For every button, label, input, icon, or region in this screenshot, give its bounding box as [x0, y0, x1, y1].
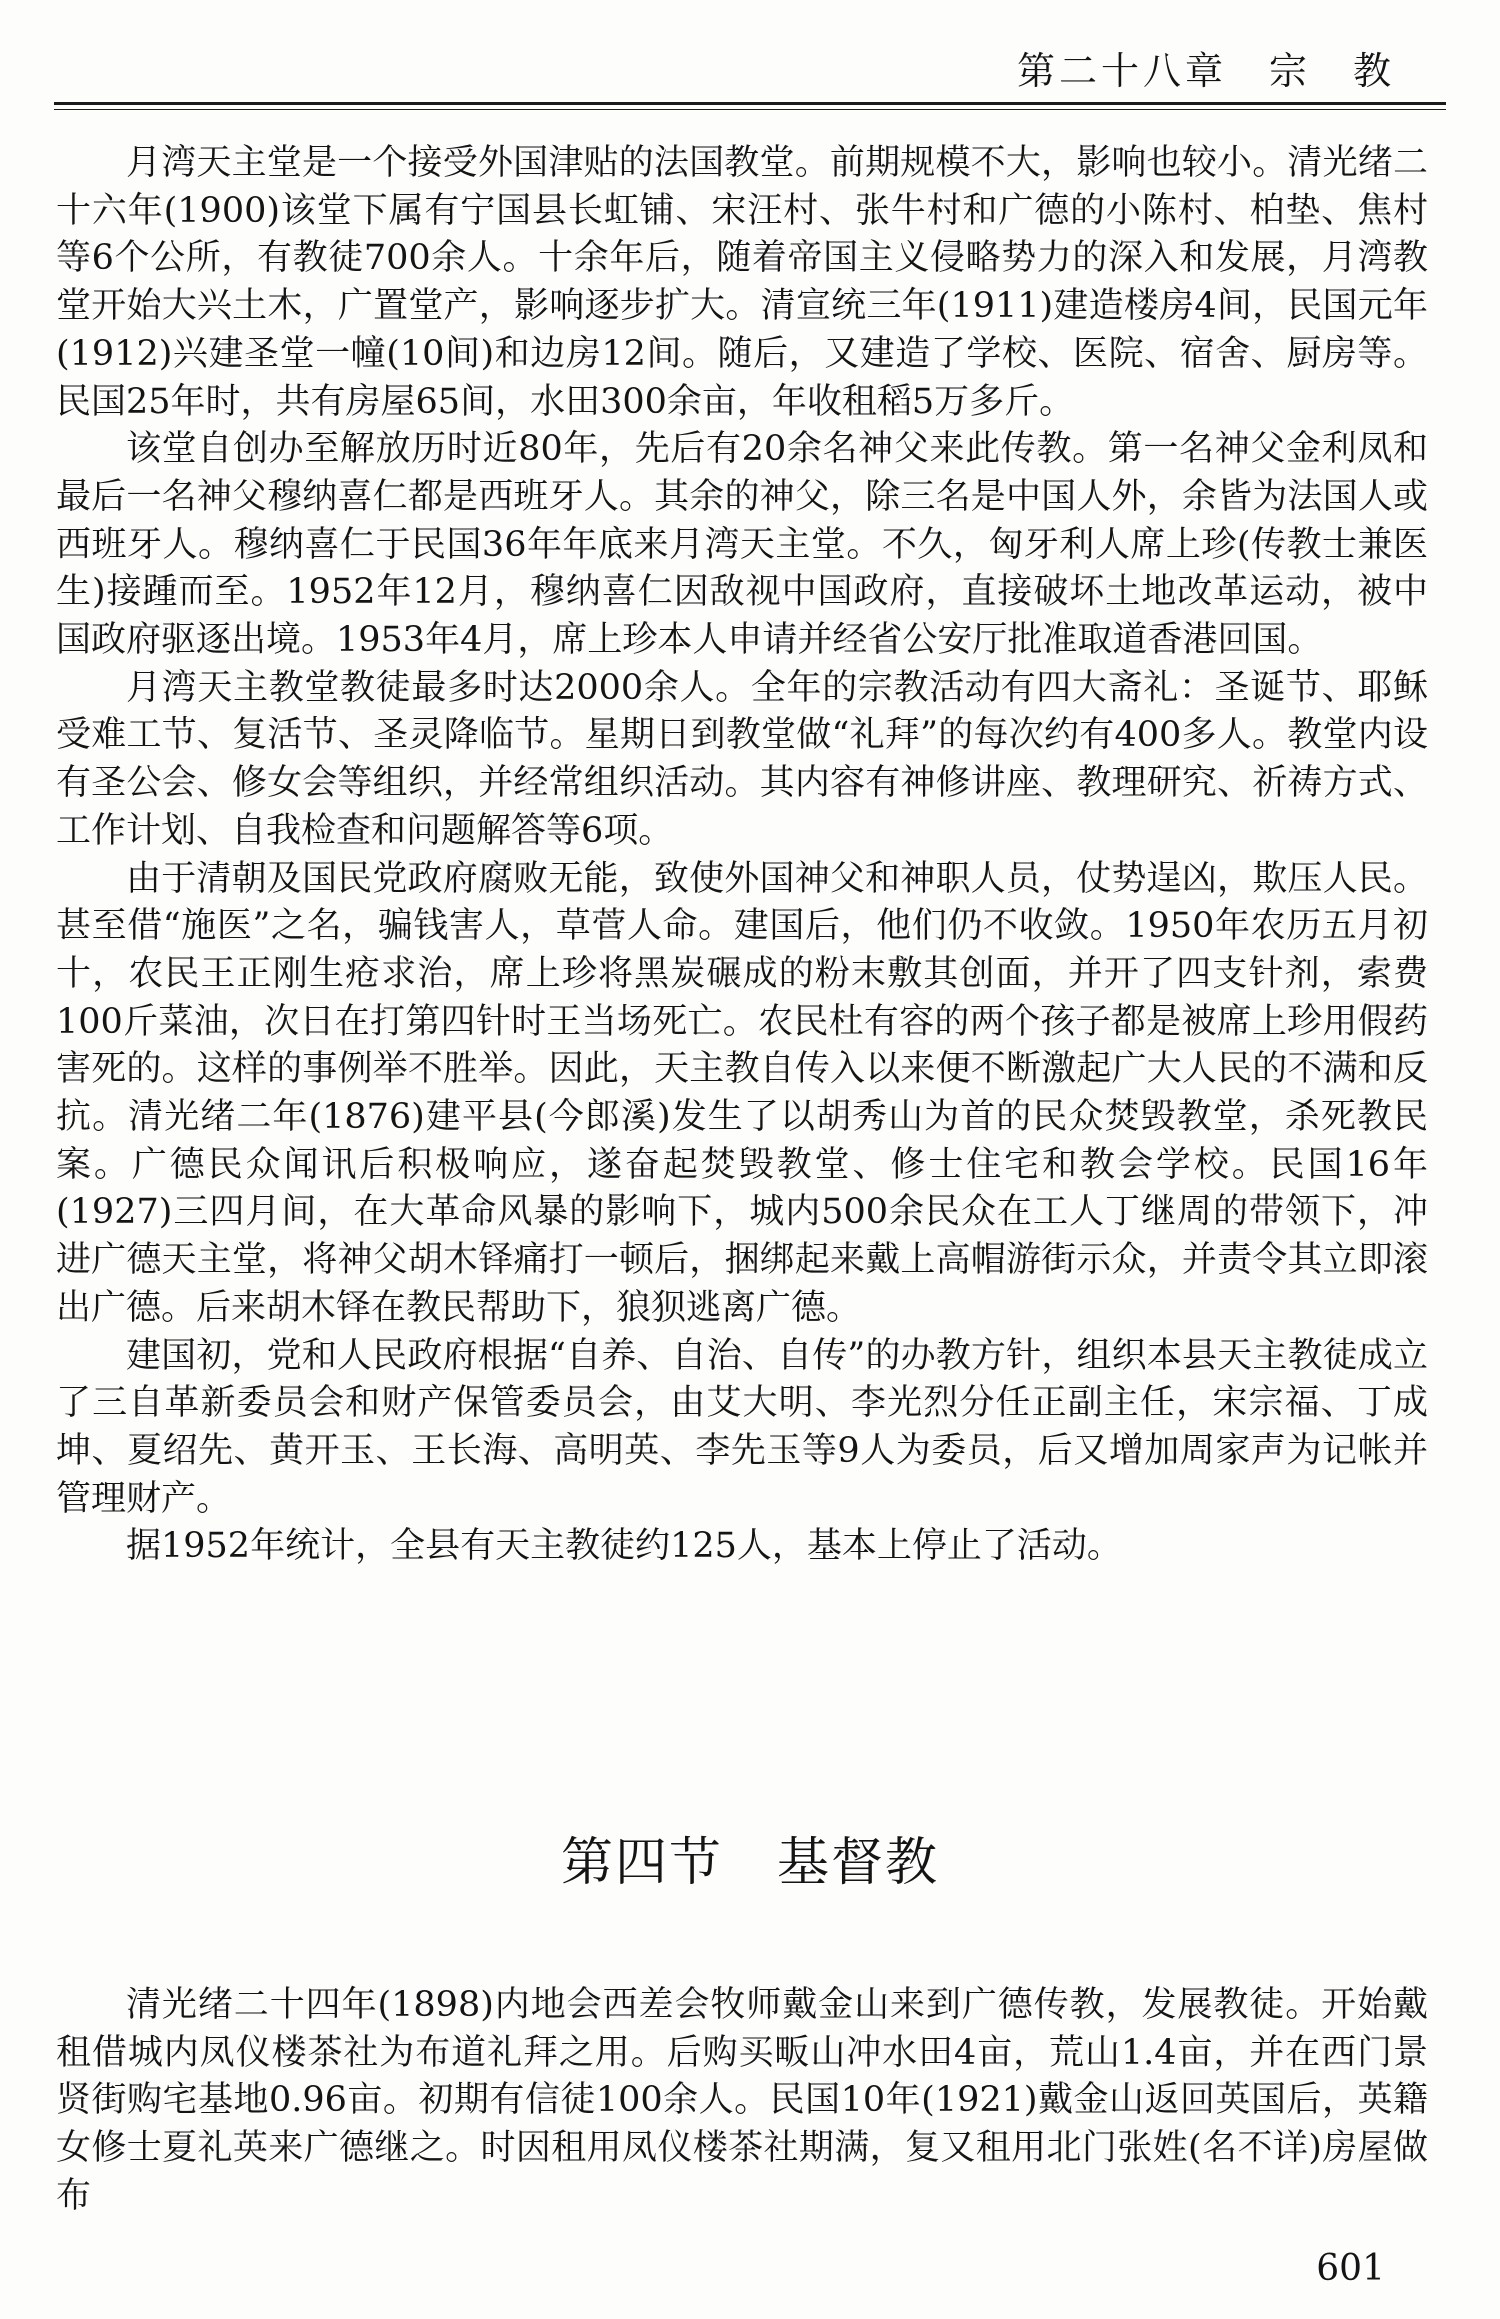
paragraph: 由于清朝及国民党政府腐败无能，致使外国神父和神职人员，仗势逞凶，欺压人民。甚至借“施医”之名，骗钱害人，草菅人命。建国后，他们仍不收敛。1950年农历五月初十，农民王正刚生疮求治，席上珍将黑炭碾成的粉末敷其创面，并开了四支针剂，索费100斤菜油，次日在打第四针时王当场死亡。农民杜有容的两个孩子都是被席上珍用假药害死的。这样的事例举不胜举。因此，天主教自传入以来便不断激起广大人民的不满和反抗。清光绪二年(1876)建平县(今郎溪)发生了以胡秀山为首的民众焚毁教堂，杀死教民案。广德民众闻讯后积极响应，遂奋起焚毁教堂、修士住宅和教会学校。民国16年(1927)三四月间，在大革命风暴的影响下，城内500余民众在工人丁继周的带领下，冲进广德天主堂，将神父胡木铎痛打一顿后，捆绑起来戴上高帽游街示众，并责令其立即滚出广德。后来胡木铎在教民帮助下，狼狈逃离广德。: [56, 858, 1428, 1328]
body-text-top: [56, 140, 1428, 1571]
running-head: 第二十八章 宗 教: [1016, 49, 1395, 93]
paragraph: 月湾天主教堂教徒最多时达2000余人。全年的宗教活动有四大斋礼：圣诞节、耶稣受难工节、复活节、圣灵降临节。星期日到教堂做“礼拜”的每次约有400多人。教堂内设有圣公会、修女会等组织，并经常组织活动。其内容有神修讲座、教理研究、祈祷方式、工作计划、自我检查和问题解答等6项。: [56, 667, 1428, 851]
body-text-bottom: [56, 1982, 1428, 2221]
paragraph: 清光绪二十四年(1898)内地会西差会牧师戴金山来到广德传教，发展教徒。开始戴租借城内凤仪楼茶社为布道礼拜之用。后购买畈山冲水田4亩，荒山1.4亩，并在西门景贤街购宅基地0.96亩。初期有信徒100余人。民国10年(1921)戴金山返回英国后，英籍女修士夏礼英来广德继之。时因租用凤仪楼茶社期满，复又租用北门张姓(名不详)房屋做布: [56, 1985, 1428, 2216]
paragraph: 月湾天主堂是一个接受外国津贴的法国教堂。前期规模不大，影响也较小。清光绪二十六年(1900)该堂下属有宁国县长虹铺、宋汪村、张牛村和广德的小陈村、柏垫、焦村等6个公所，有教徒700余人。十余年后，随着帝国主义侵略势力的深入和发展，月湾教堂开始大兴土木，广置堂产，影响逐步扩大。清宣统三年(1911)建造楼房4间，民国元年(1912)兴建圣堂一幢(10间)和边房12间。随后，又建造了学校、医院、宿舍、厨房等。民国25年时，共有房屋65间，水田300余亩，年收租稻5万多斤。: [56, 143, 1428, 422]
paragraph: 建国初，党和人民政府根据“自养、自治、自传”的办教方针，组织本县天主教徒成立了三自革新委员会和财产保管委员会，由艾大明、李光烈分任正副主任，宋宗福、丁成坤、夏绍先、黄开玉、王长海、高明英、李先玉等9人为委员，后又增加周家声为记帐并管理财产。: [56, 1335, 1428, 1519]
page-number: 601: [1316, 2248, 1385, 2289]
paragraph: 据1952年统计，全县有天主教徒约125人，基本上停止了活动。: [126, 1526, 1122, 1567]
header-rule-thin: [54, 109, 1446, 110]
header-rule-thick: [54, 102, 1446, 105]
section-heading: 第四节 基督教: [560, 1833, 939, 1893]
paragraph: 该堂自创办至解放历时近80年，先后有20余名神父来此传教。第一名神父金利凤和最后一名神父穆纳喜仁都是西班牙人。其余的神父，除三名是中国人外，余皆为法国人或西班牙人。穆纳喜仁于民国36年年底来月湾天主堂。不久，匈牙利人席上珍(传教士兼医生)接踵而至。1952年12月，穆纳喜仁因敌视中国政府，直接破坏土地改革运动，被中国政府驱逐出境。1953年4月，席上珍本人申请并经省公安厅批准取道香港回国。: [56, 429, 1428, 661]
